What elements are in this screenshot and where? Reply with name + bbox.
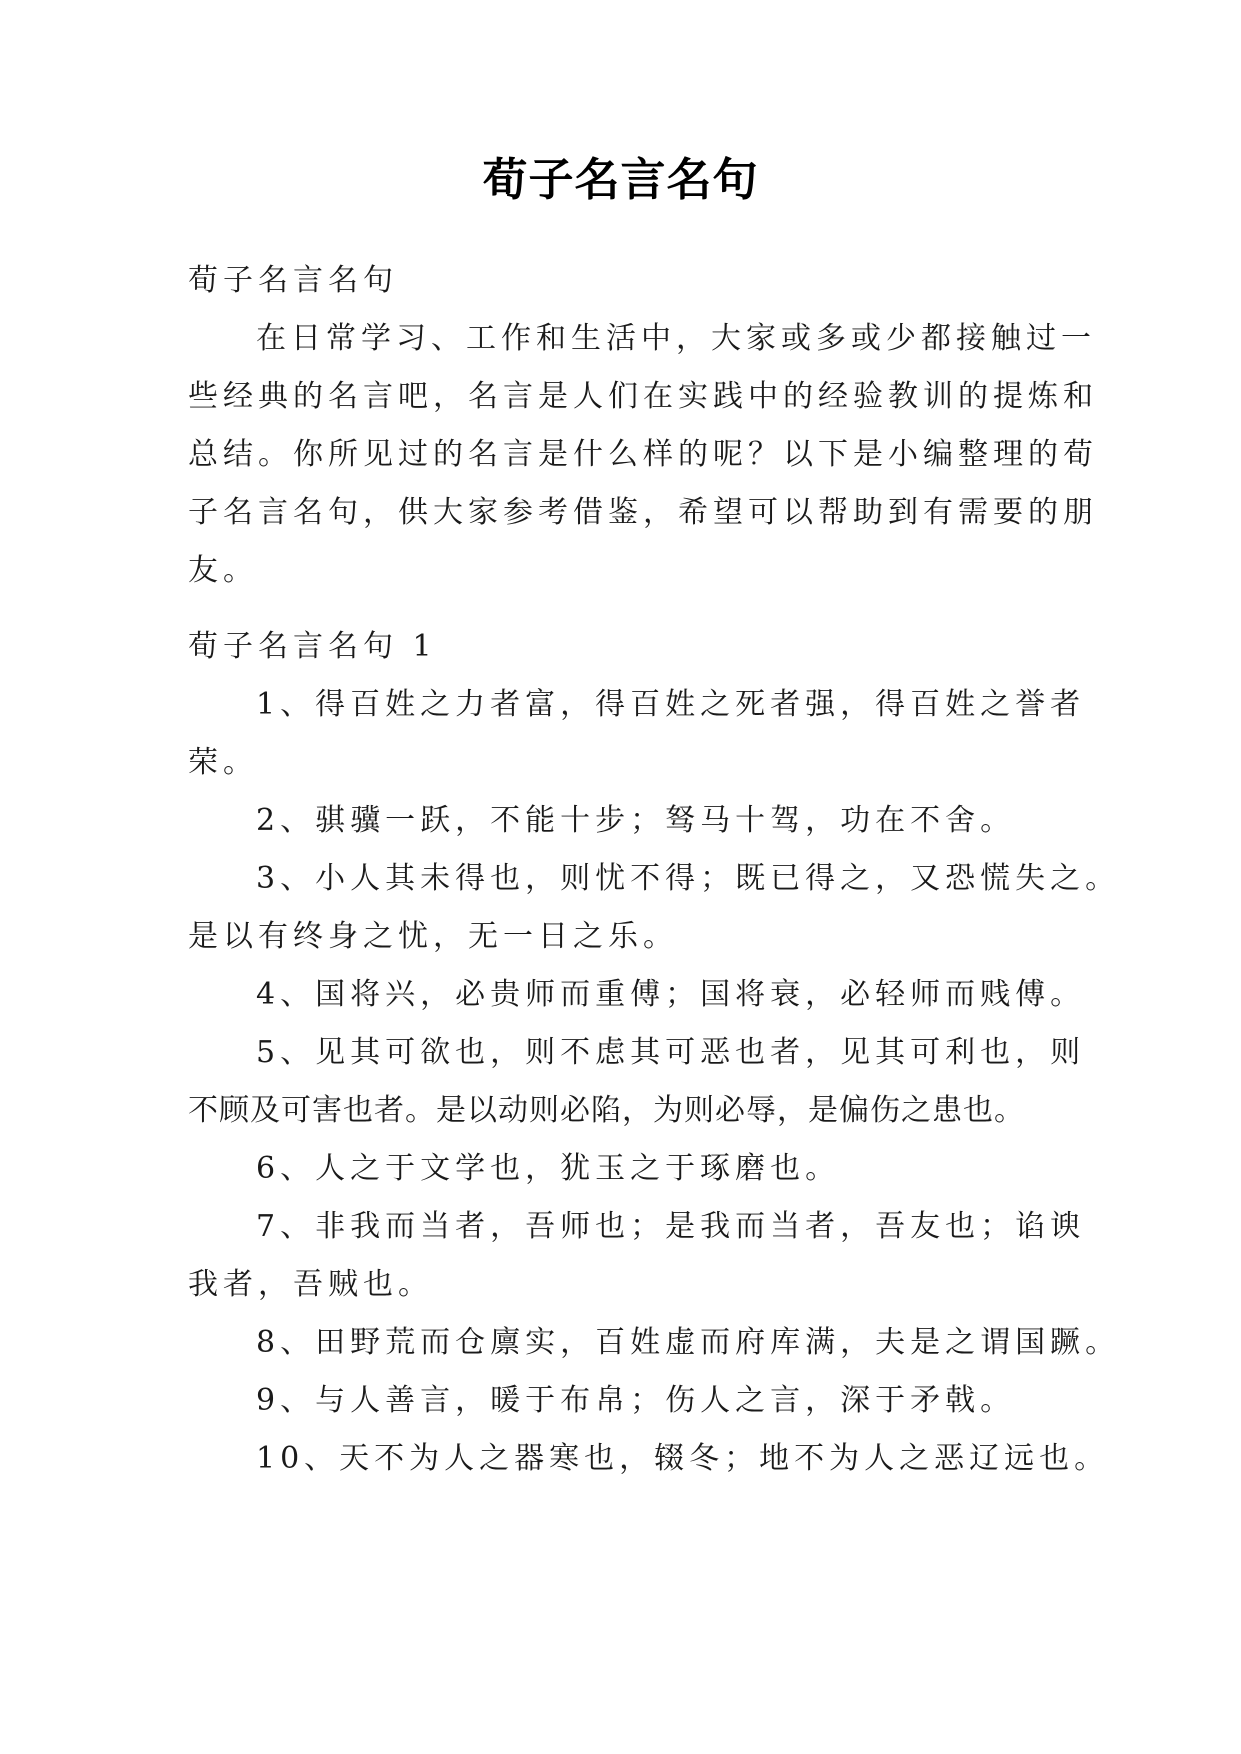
intro-line: 在日常学习、工作和生活中，大家或多或少都接触过一 <box>256 321 1096 356</box>
quote-item <box>188 966 1086 1024</box>
quote-first-line: 7、非我而当者，吾师也；是我而当者，吾友也；谄谀 <box>256 1209 1086 1244</box>
quote-item <box>188 1372 1068 1430</box>
quote-first-line: 9、与人善言，暖于布帛；伤人之言，深于矛戟。 <box>256 1383 1016 1418</box>
intro-line: 总结。你所见过的名言是什么样的呢？以下是小编整理的荀 <box>188 437 1098 472</box>
intro-line: 子名言名句，供大家参考借鉴，希望可以帮助到有需要的朋 <box>188 495 1098 530</box>
quote-item <box>188 1024 1086 1140</box>
quote-first-line: 3、小人其未得也，则忧不得；既已得之，又恐慌失之。 <box>256 861 1121 896</box>
quote-item <box>188 1314 1121 1372</box>
quote-item <box>188 1198 1086 1314</box>
intro-line: 些经典的名言吧，名言是人们在实践中的经验教训的提炼和 <box>188 379 1098 414</box>
quote-first-line: 2、骐骥一跃，不能十步；驽马十驾，功在不舍。 <box>256 803 1016 838</box>
quote-continuation: 荣。 <box>188 745 258 780</box>
quote-first-line: 10、天不为人之器寒也，辍冬；地不为人之恶辽远也。 <box>256 1441 1110 1476</box>
quote-continuation: 我者，吾贼也。 <box>188 1267 433 1302</box>
section-heading: 荀子名言名句 1 <box>188 629 437 664</box>
quote-item <box>188 1430 1110 1488</box>
quote-first-line: 1、得百姓之力者富，得百姓之死者强，得百姓之誉者 <box>256 687 1086 722</box>
quote-first-line: 4、国将兴，必贵师而重傅；国将衰，必轻师而贱傅。 <box>256 977 1086 1012</box>
quote-item <box>188 792 1068 850</box>
quote-first-line: 5、见其可欲也，则不虑其可恶也者，见其可利也，则 <box>256 1035 1086 1070</box>
quote-item <box>188 850 1121 966</box>
quote-item <box>188 1140 1068 1198</box>
intro-section <box>188 252 1098 600</box>
quote-continuation: 是以有终身之忧，无一日之乐。 <box>188 919 678 954</box>
document-title: 荀子名言名句 <box>482 153 759 206</box>
quote-first-line: 6、人之于文学也，犹玉之于琢磨也。 <box>256 1151 841 1186</box>
intro-heading: 荀子名言名句 <box>188 263 398 298</box>
intro-line: 友。 <box>188 553 258 588</box>
quote-first-line: 8、田野荒而仓廪实，百姓虚而府库满，夫是之谓国蹶。 <box>256 1325 1121 1360</box>
quote-item <box>188 676 1086 792</box>
quote-continuation: 不顾及可害也者。是以动则必陷，为则必辱，是偏伤之患也。 <box>188 1093 1025 1128</box>
quotes-section <box>188 618 1121 1488</box>
